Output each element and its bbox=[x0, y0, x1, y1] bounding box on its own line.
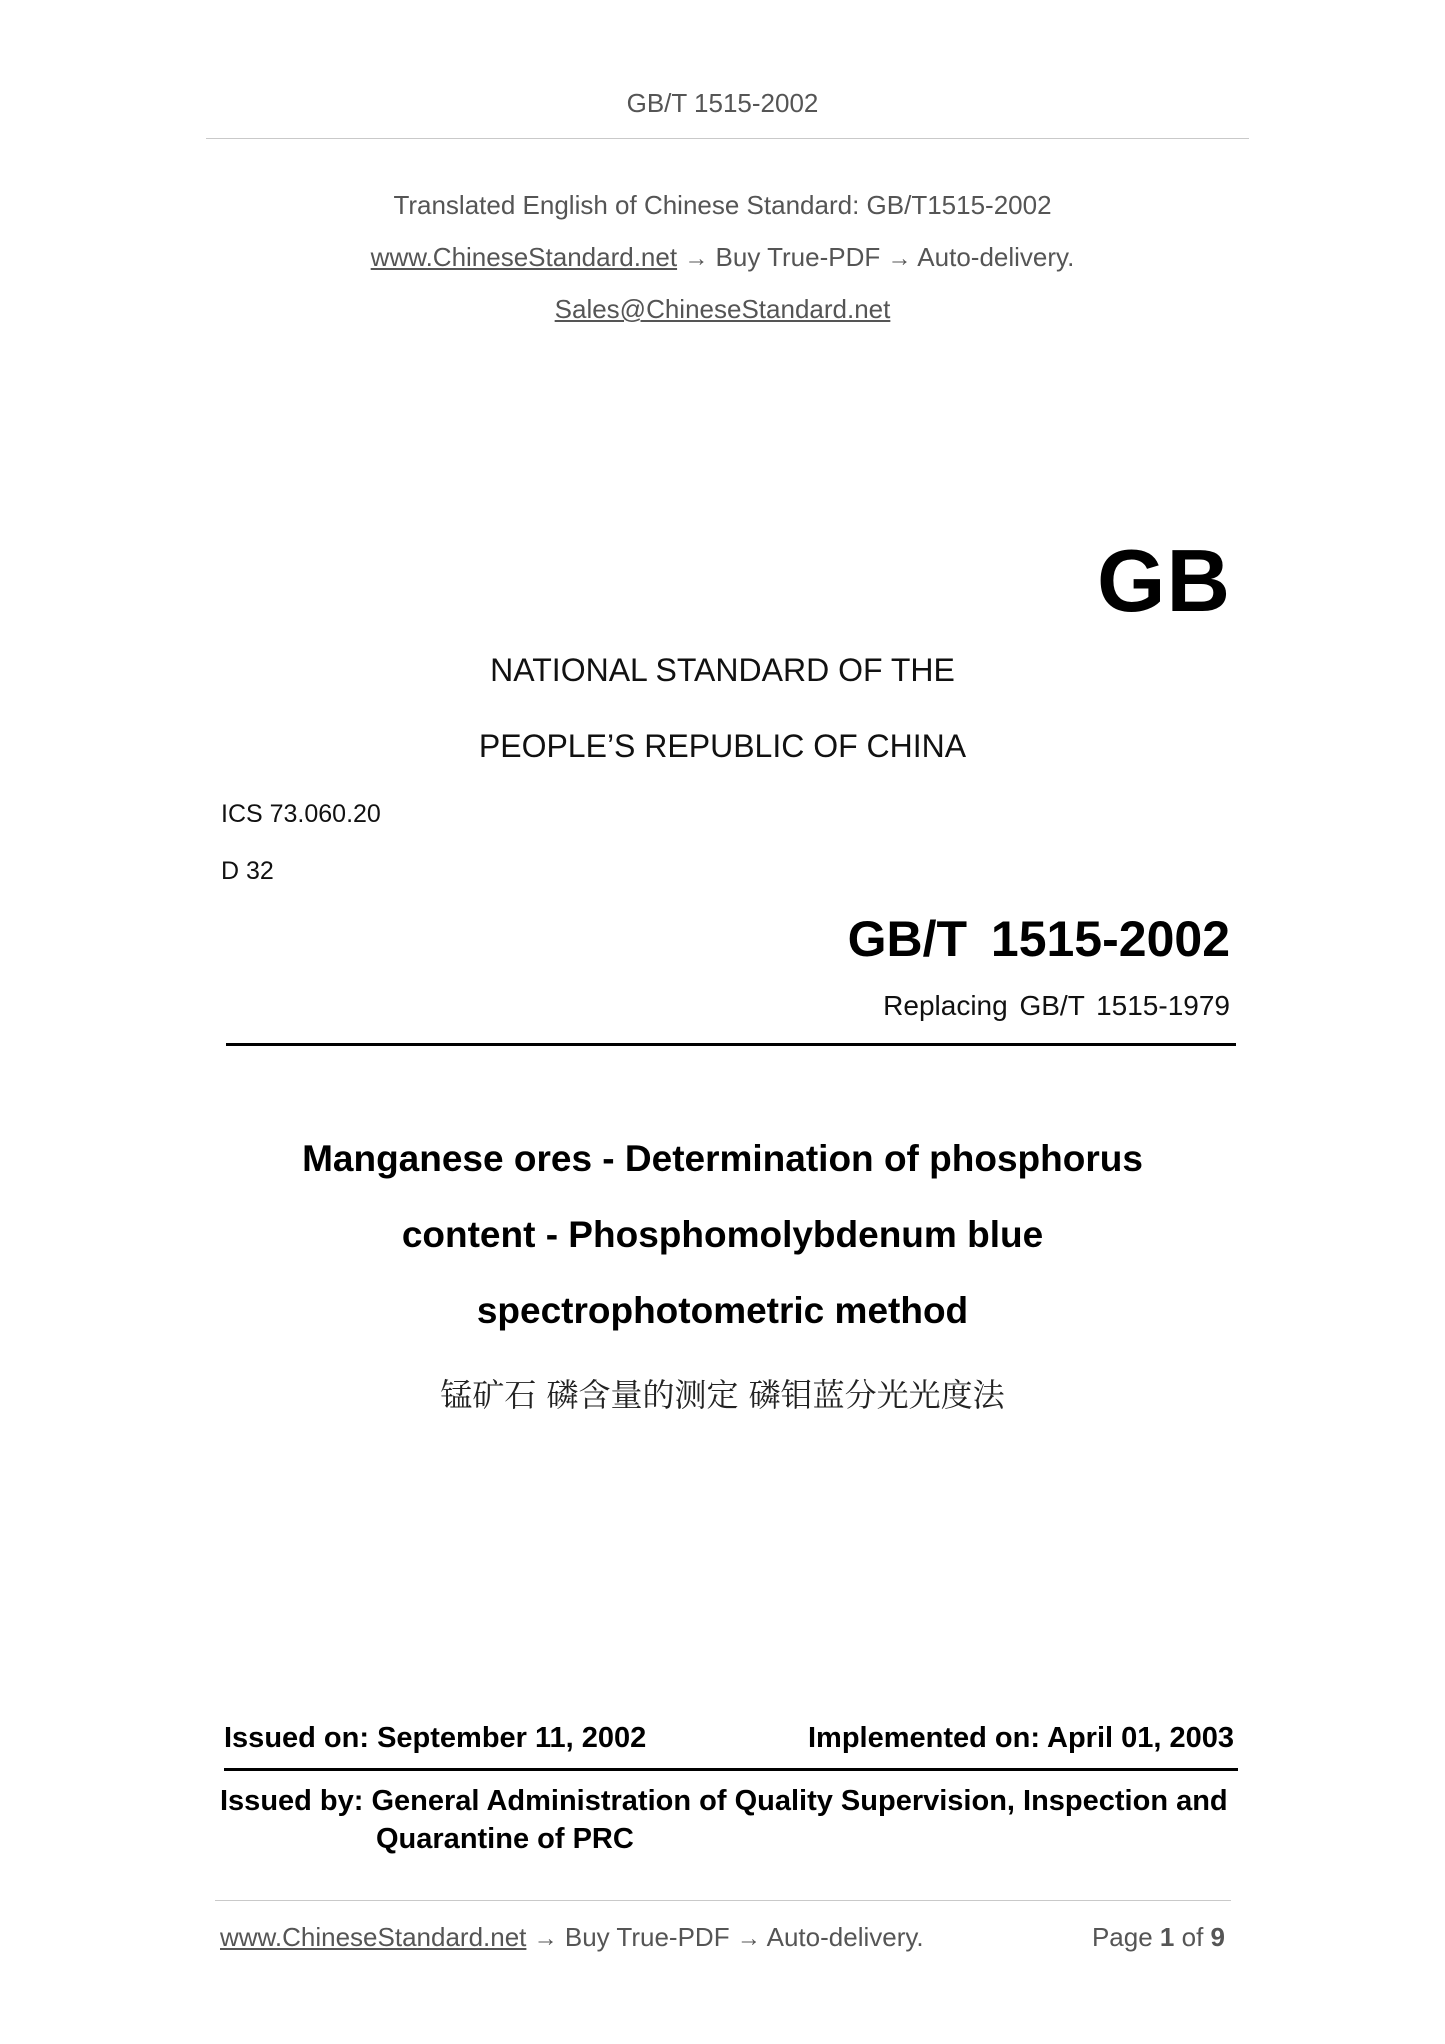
arrow-right-icon: → bbox=[684, 245, 709, 272]
website-link[interactable]: www.ChineseStandard.net bbox=[370, 242, 678, 272]
title-line-1: Manganese ores - Determination of phosphorus bbox=[302, 1138, 1143, 1179]
standard-number: GB/T 1515-2002 bbox=[847, 911, 1230, 967]
footer-delivery-text: Auto-delivery. bbox=[766, 1922, 924, 1952]
page-total: 9 bbox=[1210, 1922, 1225, 1952]
title-line-3: spectrophotometric method bbox=[476, 1290, 969, 1331]
issued-by-line2: Quarantine of PRC bbox=[376, 1823, 634, 1855]
issue-divider bbox=[224, 1768, 1238, 1771]
implemented-on: Implemented on: April 01, 2003 bbox=[808, 1722, 1234, 1754]
issue-dates-row bbox=[224, 1722, 1234, 1755]
title-line-2: content - Phosphomolybdenum blue bbox=[401, 1214, 1044, 1255]
sales-email-link[interactable]: Sales@ChineseStandard.net bbox=[554, 294, 891, 324]
replacing-standard: Replacing GB/T 1515-1979 bbox=[883, 990, 1230, 1021]
buy-true-pdf-text: Buy True-PDF bbox=[715, 242, 881, 272]
header-divider bbox=[206, 138, 1249, 139]
arrow-right-icon: → bbox=[887, 245, 912, 272]
footer-website-link[interactable]: www.ChineseStandard.net bbox=[220, 1922, 527, 1952]
chinese-title: 锰矿石 磷含量的测定 磷钼蓝分光光度法 bbox=[440, 1376, 1005, 1414]
issued-by-line1: Issued by: General Administration of Quality Supervision, Inspection and bbox=[220, 1785, 1228, 1817]
page-of: of bbox=[1181, 1922, 1204, 1952]
page-indicator bbox=[1092, 1922, 1225, 1953]
page-label: Page bbox=[1091, 1922, 1153, 1952]
ccs-code: D 32 bbox=[221, 857, 274, 885]
promo-line bbox=[0, 242, 1445, 273]
gb-logo: GB bbox=[1097, 531, 1231, 630]
title-divider bbox=[226, 1043, 1236, 1046]
page-current: 1 bbox=[1159, 1922, 1175, 1952]
footer-buy-text: Buy True-PDF bbox=[564, 1922, 730, 1952]
translated-notice: Translated English of Chinese Standard: GB/T1515-2002 bbox=[393, 190, 1052, 220]
running-header: GB/T 1515-2002 bbox=[626, 88, 819, 118]
footer-promo bbox=[220, 1922, 924, 1953]
arrow-right-icon: → bbox=[533, 1925, 558, 1952]
issued-by bbox=[220, 1782, 1250, 1858]
national-standard-line2: PEOPLE’S REPUBLIC OF CHINA bbox=[478, 728, 967, 764]
email-line bbox=[0, 294, 1445, 325]
ics-code: ICS 73.060.20 bbox=[221, 800, 381, 828]
issued-on: Issued on: September 11, 2002 bbox=[224, 1722, 647, 1754]
national-standard-line1: NATIONAL STANDARD OF THE bbox=[490, 652, 955, 688]
footer-divider bbox=[215, 1900, 1231, 1901]
auto-delivery-text: Auto-delivery. bbox=[917, 242, 1075, 272]
arrow-right-icon: → bbox=[736, 1925, 761, 1952]
